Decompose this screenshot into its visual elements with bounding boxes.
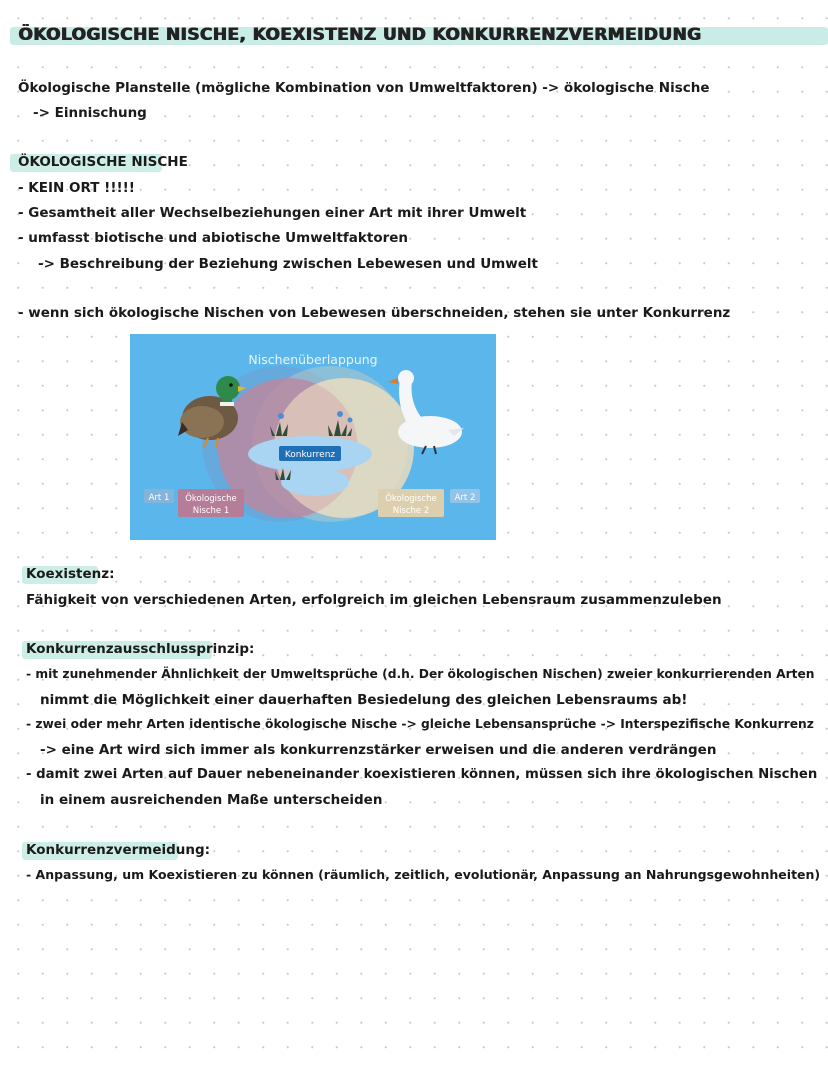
nische-item-1: - KEIN ORT !!!!! <box>18 180 135 196</box>
kap-line-6: in einem ausreichenden Maße unterscheiden <box>40 792 383 808</box>
pond-lower <box>281 468 349 496</box>
niche-overlap-figure <box>130 334 496 540</box>
konkurrenz-label: Konkurrenz <box>284 450 336 460</box>
niche-1-label-line1: Ökologische <box>185 494 237 504</box>
page-title: ÖKOLOGISCHE NISCHE, KOEXISTENZ UND KONKURRENZVERMEIDUNG <box>18 25 702 45</box>
kap-line-5: - damit zwei Arten auf Dauer nebeneinander koexistieren können, müssen sich ihre ökologischen Nischen <box>26 767 818 782</box>
vermeidung-text: - Anpassung, um Koexistieren zu können (räumlich, zeitlich, evolutionär, Anpassung an Nahrungsgewohnheiten) <box>26 867 821 882</box>
art-1-label: Art 1 <box>148 493 170 503</box>
koexistenz-heading: Koexistenz: <box>26 566 115 582</box>
niche-1-label-line2: Nische 1 <box>192 506 230 516</box>
niche-overlap-diagram <box>130 334 496 540</box>
figure-title: Nischenüberlappung <box>248 352 378 367</box>
niche-2-label-line1: Ökologische <box>385 494 437 504</box>
kap-line-2: nimmt die Möglichkeit einer dauerhaften Besiedelung des gleichen Lebensraums ab! <box>40 692 688 708</box>
nische-heading: ÖKOLOGISCHE NISCHE <box>18 154 188 170</box>
kap-heading: Konkurrenzausschlussprinzip: <box>26 641 255 657</box>
intro-line-1: Ökologische Planstelle (mögliche Kombination von Umweltfaktoren) -> ökologische Nische <box>18 80 710 96</box>
nische-item-3: - umfasst biotische und abiotische Umweltfaktoren <box>18 230 409 246</box>
kap-line-4: -> eine Art wird sich immer als konkurrenzstärker erweisen und die anderen verdrängen <box>40 742 717 758</box>
overlap-line: - wenn sich ökologische Nischen von Lebewesen überschneiden, stehen sie unter Konkurrenz <box>18 305 731 321</box>
kap-line-1: - mit zunehmender Ähnlichkeit der Umweltsprüche (d.h. Der ökologischen Nischen) zweier konkurrierenden Arten <box>26 667 815 681</box>
nische-item-2: - Gesamtheit aller Wechselbeziehungen einer Art mit ihrer Umwelt <box>18 205 527 221</box>
nische-item-4: -> Beschreibung der Beziehung zwischen Lebewesen und Umwelt <box>38 256 538 272</box>
vermeidung-heading: Konkurrenzvermeidung: <box>26 842 211 858</box>
art-2-label: Art 2 <box>454 493 476 503</box>
kap-line-3: - zwei oder mehr Arten identische ökologische Nische -> gleiche Lebensansprüche -> Interspezifische Konkurrenz <box>26 717 814 731</box>
intro-line-2: -> Einnischung <box>33 105 147 121</box>
niche-2-label-line2: Nische 2 <box>392 506 430 516</box>
koexistenz-text: Fähigkeit von verschiedenen Arten, erfolgreich im gleichen Lebensraum zusammenzuleben <box>26 592 722 608</box>
